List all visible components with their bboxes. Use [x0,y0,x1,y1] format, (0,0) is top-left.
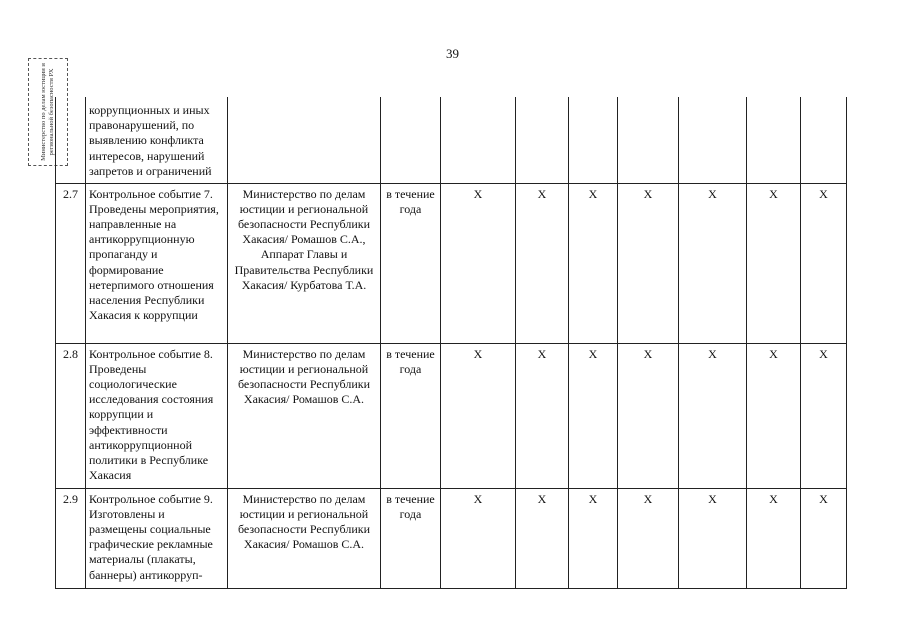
mark-cell: X [569,488,618,588]
mark-cell: X [441,488,516,588]
event-name: Контрольное событие 8. Проведены социологические исследования состояния коррупции и эффективности антикоррупционной политики в Республике Хакасия [86,343,228,488]
mark-cell: X [618,488,679,588]
responsible-cell [228,97,381,183]
mark-cell: X [679,488,747,588]
mark-cell: X [618,183,679,343]
execution-term: в течение года [381,183,441,343]
row-number: 2.7 [56,183,86,343]
mark-cell: X [618,343,679,488]
mark-cell: X [516,343,569,488]
mark-cell: X [747,183,801,343]
side-stamp-text: Министерство по делам юстиции и региональной безопасности РХ [40,63,55,161]
term-cell [381,97,441,183]
table-row [56,343,847,488]
control-events-table [55,97,847,589]
mark-cell: X [679,343,747,488]
execution-term: в течение года [381,488,441,588]
table-row [56,488,847,588]
mark-cell [516,97,569,183]
mark-cell: X [516,183,569,343]
mark-cell [569,97,618,183]
responsible-executor: Министерство по делам юстиции и региональной безопасности Республики Хакасия/ Ромашов С.А. [228,343,381,488]
mark-cell: X [516,488,569,588]
mark-cell: X [747,343,801,488]
mark-cell [747,97,801,183]
mark-cell: X [569,183,618,343]
mark-cell: X [569,343,618,488]
table-row-continuation [56,97,847,183]
responsible-executor: Министерство по делам юстиции и региональной безопасности Республики Хакасия/ Ромашов С.А., Аппарат Главы и Правительства Республики Хакасия/ Курбатова Т.А. [228,183,381,343]
event-name: Контрольное событие 9. Изготовлены и размещены социальные графические рекламные материалы (плакаты, баннеры) антикорруп- [86,488,228,588]
row-number: 2.9 [56,488,86,588]
event-name: Контрольное событие 7. Проведены мероприятия, направленные на антикоррупционную пропаганду и формирование нетерпимого отношения населения Республики Хакасия к коррупции [86,183,228,343]
mark-cell: X [801,183,847,343]
table-row [56,183,847,343]
mark-cell: X [747,488,801,588]
mark-cell: X [441,183,516,343]
execution-term: в течение года [381,343,441,488]
num-cell [56,97,86,183]
responsible-executor: Министерство по делам юстиции и региональной безопасности Республики Хакасия/ Ромашов С.А. [228,488,381,588]
name-cell: коррупционных и иных правонарушений, по выявлению конфликта интересов, нарушений запретов и ограничений [86,97,228,183]
mark-cell: X [801,488,847,588]
mark-cell [801,97,847,183]
mark-cell: X [441,343,516,488]
mark-cell: X [679,183,747,343]
mark-cell [441,97,516,183]
mark-cell: X [801,343,847,488]
page-number: 39 [446,46,459,61]
mark-cell [618,97,679,183]
row-number: 2.8 [56,343,86,488]
mark-cell [679,97,747,183]
